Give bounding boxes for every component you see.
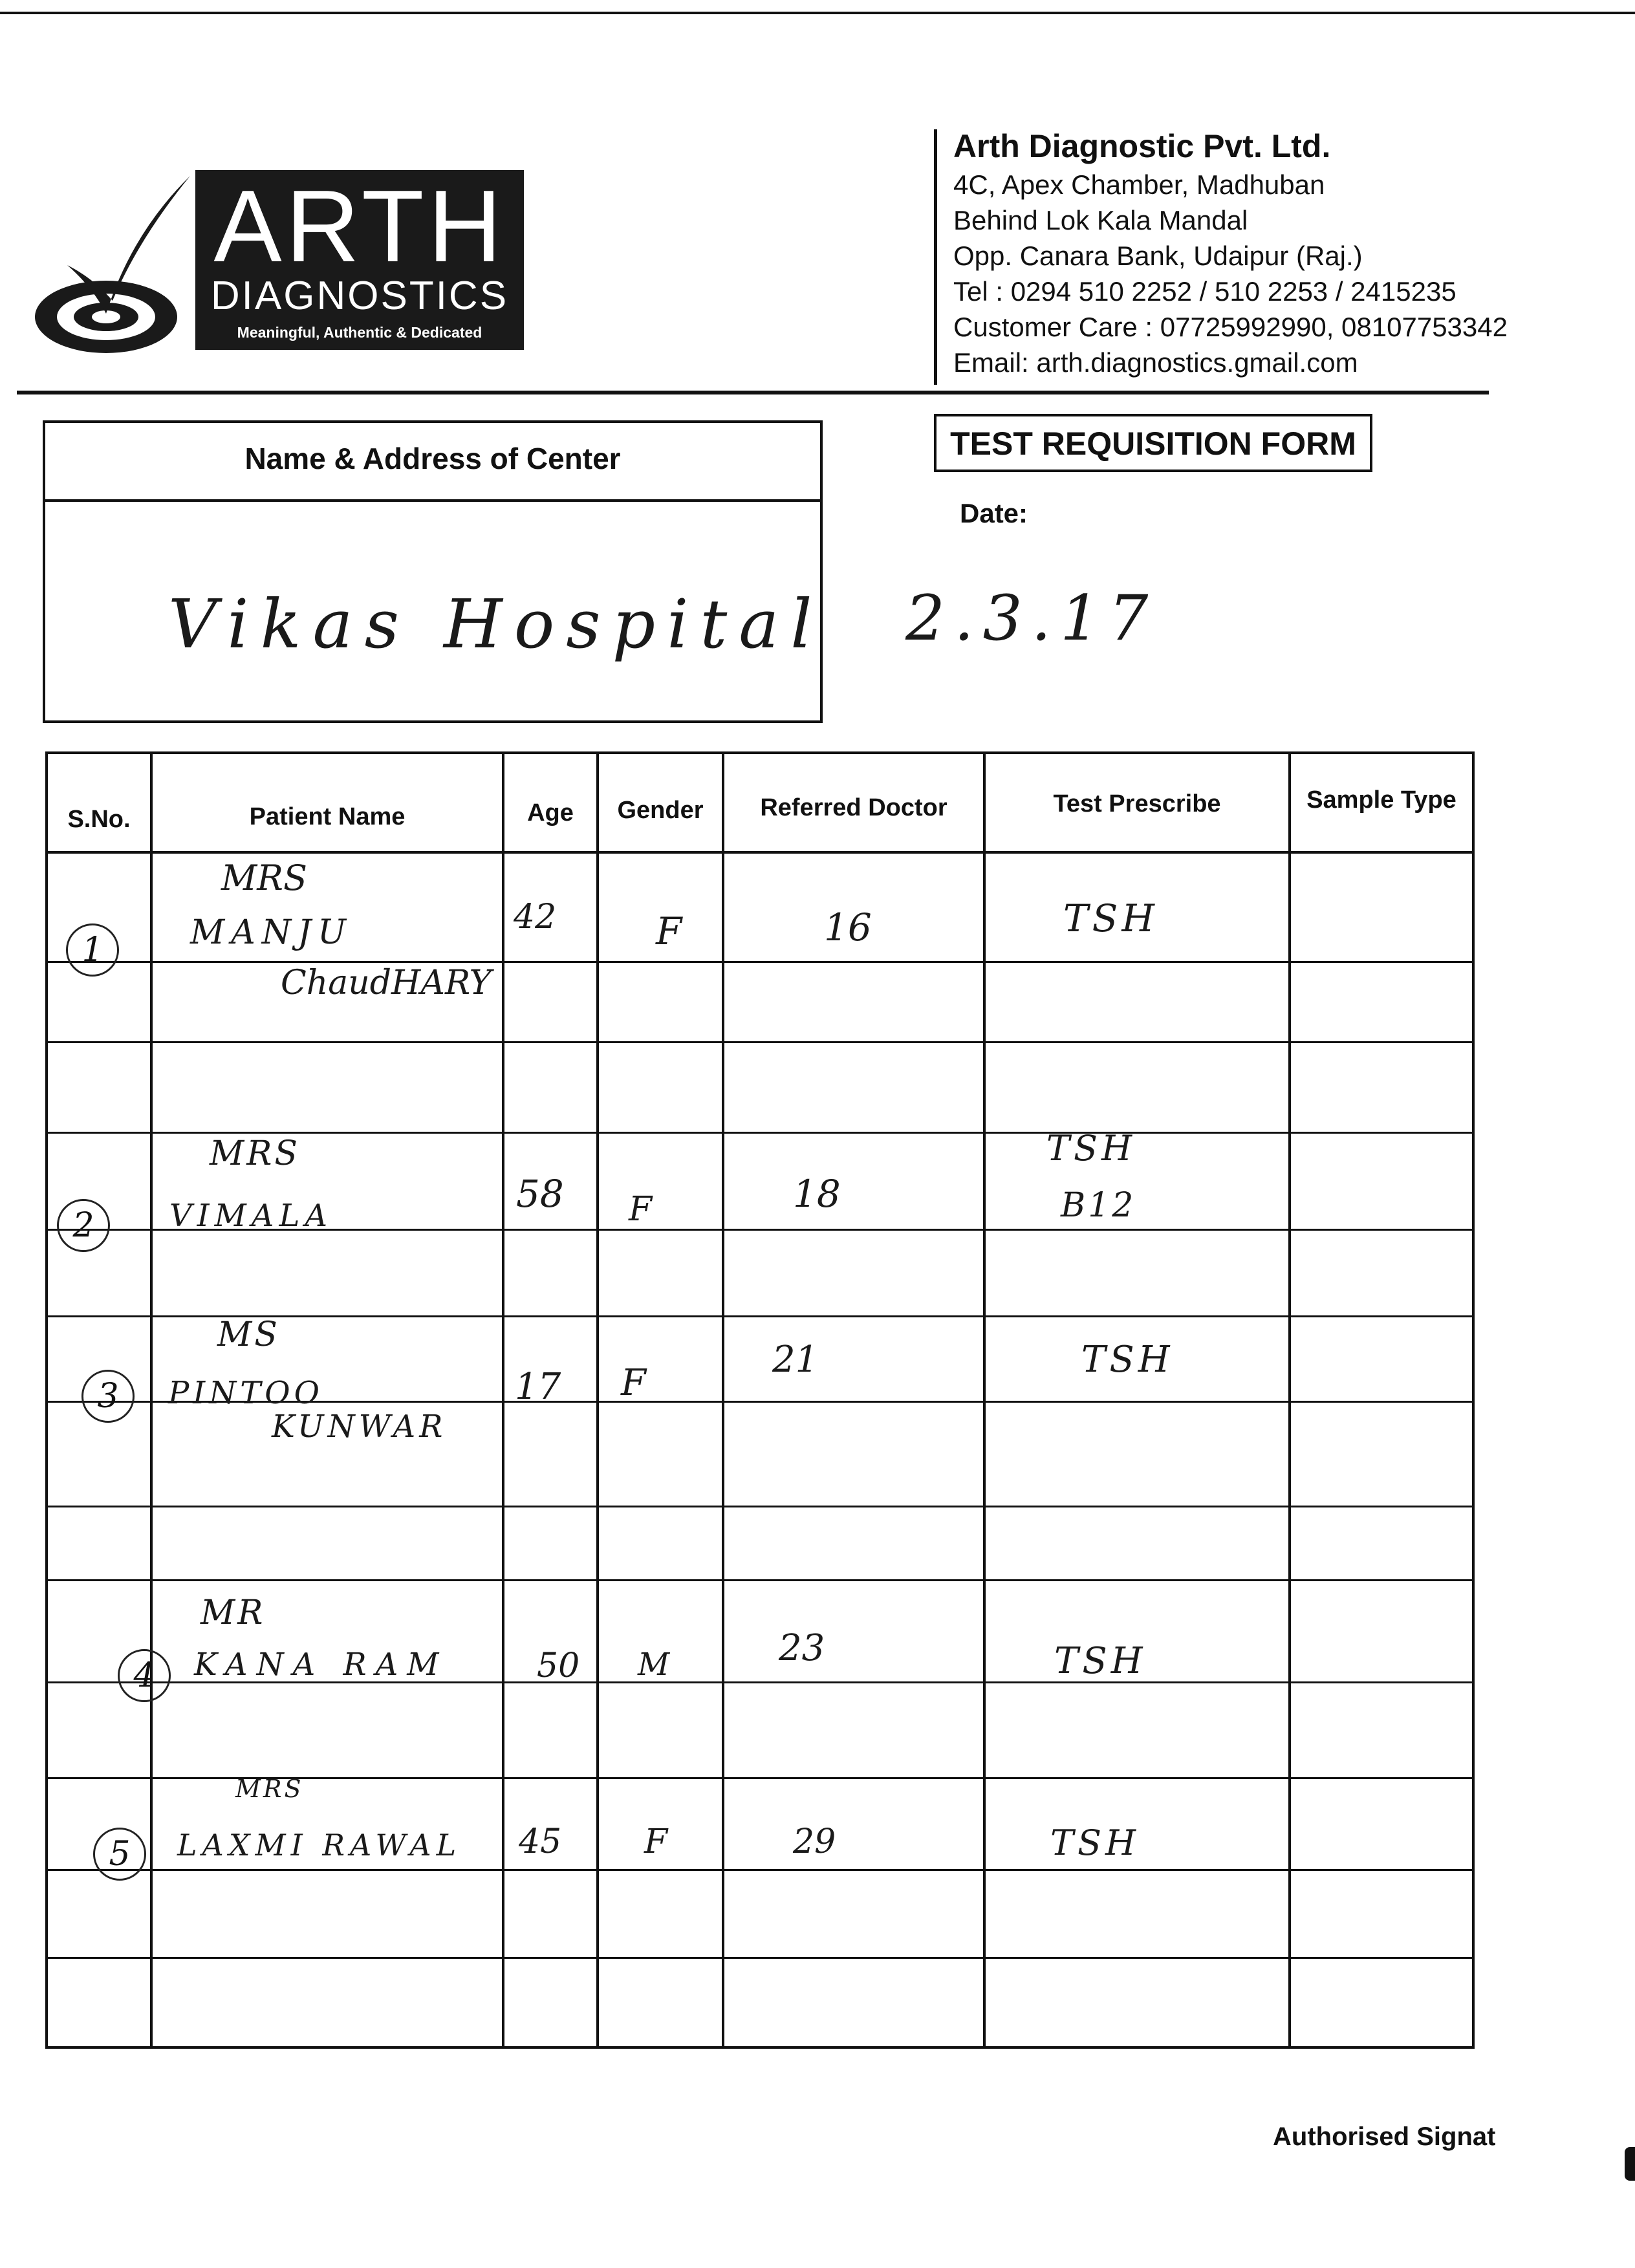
authorised-signature-label: Authorised Signat	[1273, 2122, 1496, 2151]
center-label: Name & Address of Center	[244, 442, 621, 475]
header-gender: Gender	[617, 797, 704, 824]
patient-gender: F	[621, 1362, 646, 1404]
patient-age: 17	[515, 1366, 561, 1408]
referred-doctor: 21	[772, 1339, 819, 1381]
col-divider	[722, 754, 724, 2046]
row-divider	[48, 961, 1472, 963]
header-sample-type: Sample Type	[1306, 786, 1456, 814]
serial-number: 4	[118, 1649, 171, 1702]
target-check-icon	[28, 168, 203, 362]
col-divider	[596, 754, 599, 2046]
row-divider	[48, 1869, 1472, 1871]
patient-gender: F	[656, 909, 682, 953]
serial-number: 2	[57, 1199, 110, 1252]
test-prescribed: TSH	[1081, 1339, 1174, 1381]
header-patient-name: Patient Name	[249, 803, 406, 830]
header-referred-doctor: Referred Doctor	[760, 794, 947, 821]
test-prescribed: TSH	[1050, 1822, 1140, 1863]
top-rule	[0, 12, 1635, 14]
referred-doctor: 29	[793, 1822, 836, 1861]
logo-sub: DIAGNOSTICS	[210, 274, 509, 318]
company-address-line: Opp. Canara Bank, Udaipur (Raj.)	[953, 241, 1363, 271]
referred-doctor: 23	[779, 1627, 825, 1669]
scan-mark	[1625, 2147, 1635, 2181]
patient-name: KANA RAM	[194, 1647, 448, 1683]
referred-doctor: 16	[824, 905, 872, 949]
form-title: TEST REQUISITION FORM	[934, 414, 1372, 472]
patient-name: LAXMI RAWAL	[177, 1828, 462, 1863]
company-customer-care: Customer Care : 07725992990, 08107753342	[953, 312, 1508, 342]
patient-name-line2: ChaudHARY	[281, 964, 492, 1002]
date-value: 2.3.17	[905, 582, 1158, 654]
patient-gender: F	[644, 1822, 668, 1861]
col-divider	[502, 754, 504, 2046]
row-divider	[48, 851, 1472, 854]
center-box	[43, 420, 823, 723]
row-divider	[48, 1579, 1472, 1581]
row-divider	[48, 1041, 1472, 1043]
patient-name: VIMALA	[169, 1198, 332, 1234]
referred-doctor: 18	[793, 1172, 841, 1216]
header-sno: S.No.	[67, 806, 131, 833]
patient-title: MRS	[235, 1775, 304, 1803]
patient-gender: F	[629, 1190, 653, 1229]
serial-number: 3	[81, 1370, 135, 1423]
company-email: Email: arth.diagnostics.gmail.com	[953, 347, 1358, 378]
header-test-prescribe: Test Prescribe	[1053, 790, 1221, 817]
row-divider	[48, 1506, 1472, 1507]
patient-age: 50	[537, 1647, 580, 1685]
patient-title: MRS	[221, 858, 307, 898]
center-value: Vikas Hospital	[168, 585, 824, 664]
center-divider	[45, 499, 820, 502]
test-prescribed: TSH	[1063, 896, 1158, 940]
logo	[195, 170, 524, 350]
col-divider	[983, 754, 986, 2046]
patient-name: PINTOO	[168, 1375, 323, 1411]
col-divider	[1288, 754, 1291, 2046]
company-name: Arth Diagnostic Pvt. Ltd.	[953, 128, 1331, 164]
row-divider	[48, 1132, 1472, 1134]
patient-gender: M	[638, 1647, 670, 1683]
serial-number: 1	[66, 923, 119, 977]
patient-name-line2: KUNWAR	[272, 1409, 447, 1445]
company-info	[953, 125, 1535, 380]
test-table	[45, 751, 1475, 2049]
col-divider	[150, 754, 153, 2046]
header-divider	[934, 129, 937, 385]
row-divider	[48, 1957, 1472, 1959]
company-phone: Tel : 0294 510 2252 / 510 2253 / 2415235	[953, 276, 1456, 307]
header-age: Age	[527, 799, 574, 826]
header-rule	[17, 391, 1489, 394]
test-prescribed: TSH	[1054, 1640, 1147, 1682]
logo-brand: ARTH	[213, 169, 506, 283]
serial-number: 5	[93, 1828, 146, 1881]
patient-title: MR	[200, 1593, 266, 1632]
test-prescribed-line2: B12	[1061, 1186, 1136, 1225]
patient-age: 42	[514, 898, 557, 936]
company-address-line: Behind Lok Kala Mandal	[953, 205, 1248, 235]
patient-title: MS	[217, 1315, 280, 1354]
logo-tagline: Meaningful, Authentic & Dedicated	[237, 324, 482, 341]
patient-age: 58	[516, 1172, 564, 1216]
company-address-line: 4C, Apex Chamber, Madhuban	[953, 169, 1325, 200]
patient-age: 45	[519, 1822, 562, 1861]
date-label: Date:	[960, 498, 1028, 528]
test-prescribed: TSH	[1046, 1128, 1136, 1169]
patient-title: MRS	[210, 1134, 301, 1173]
patient-name: MANJU	[190, 913, 352, 952]
